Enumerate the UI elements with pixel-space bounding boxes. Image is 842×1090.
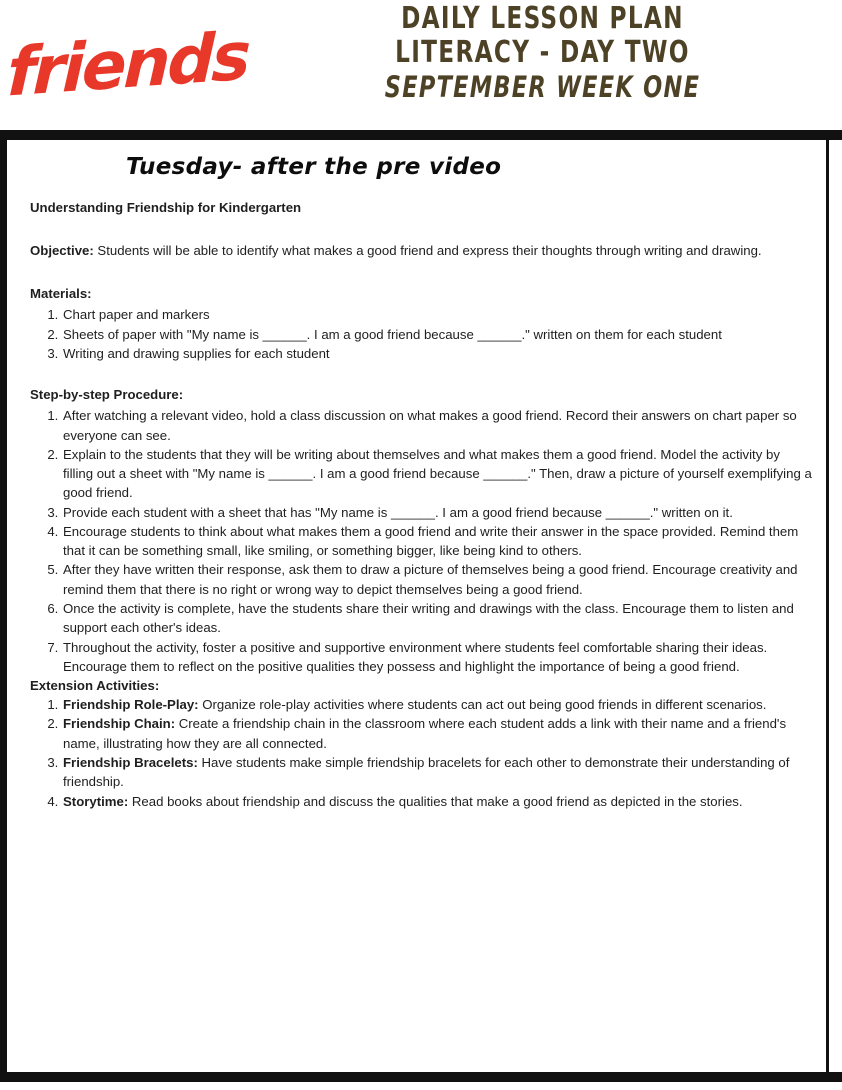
list-item bbox=[62, 695, 812, 714]
procedure-text: Throughout the activity, foster a positive and supportive environment where students feel comfortable sharing their ideas. Encourage them to reflect on the positive qualities they possess and highlight the importance of being a good friend. bbox=[63, 639, 768, 674]
subject-line: Understanding Friendship for Kindergarten bbox=[30, 200, 302, 215]
extension-text: Read books about friendship and discuss the qualities that make a good friend as depicted in the stories. bbox=[128, 793, 743, 809]
list-item bbox=[62, 522, 812, 561]
list-item bbox=[62, 638, 812, 677]
procedure-text: Once the activity is complete, have the students share their writing and drawings with the class. Encourage them to listen and support each other's ideas. bbox=[63, 601, 794, 636]
materials-heading: Materials: bbox=[30, 286, 92, 302]
list-item bbox=[62, 325, 812, 344]
extension-text: Organize role-play activities where students can act out being good friends in different scenarios. bbox=[198, 697, 767, 713]
list-item bbox=[62, 792, 812, 811]
procedure-text: After watching a relevant video, hold a class discussion on what makes a good friend. Record their answers on chart paper so everyone can see. bbox=[63, 408, 797, 443]
list-item bbox=[62, 599, 812, 638]
title-daily-lesson-plan: DAILY LESSON PLAN bbox=[401, 1, 684, 36]
list-item bbox=[62, 305, 812, 324]
material-text: Chart paper and markers bbox=[63, 307, 210, 323]
procedure-list bbox=[30, 406, 812, 676]
extension-heading: Extension Activities: bbox=[30, 678, 160, 694]
friends-logo-text: friends bbox=[6, 17, 250, 112]
objective-label: Objective: bbox=[30, 243, 94, 259]
friends-logo bbox=[8, 6, 248, 124]
procedure-heading: Step-by-step Procedure: bbox=[30, 387, 184, 403]
extension-label: Storytime: bbox=[63, 793, 129, 809]
section-spacer bbox=[30, 363, 812, 385]
list-item bbox=[62, 714, 812, 753]
frame-top-bar bbox=[0, 130, 842, 140]
title-month-week: SEPTEMBER WEEK ONE bbox=[384, 69, 701, 104]
lesson-content bbox=[30, 180, 812, 811]
procedure-text: Provide each student with a sheet that has "My name is ______. I am a good friend because ______." written on it. bbox=[63, 504, 733, 520]
objective-text: Students will be able to identify what makes a good friend and express their thoughts through writing and drawing. bbox=[93, 243, 762, 259]
list-item bbox=[62, 753, 812, 792]
extension-label: Friendship Bracelets: bbox=[63, 755, 198, 771]
procedure-text: Explain to the students that they will be writing about themselves and what makes them a good friend. Model the activity by filling out a sheet with "My name is ______. I am a good friend because ______." Then, draw a picture of yourself exemplifying a good friend. bbox=[63, 446, 812, 501]
objective-paragraph bbox=[30, 241, 812, 260]
page-header bbox=[0, 0, 842, 130]
procedure-text: After they have written their response, ask them to draw a picture of themselves being a good friend. Encourage creativity and remind them that there is no right or wrong way to depict themselves being a good friend. bbox=[63, 562, 798, 597]
document-body bbox=[12, 140, 826, 1075]
extension-list bbox=[30, 695, 812, 811]
list-item bbox=[62, 503, 812, 522]
list-item bbox=[62, 560, 812, 599]
extension-text: Have students make simple friendship bracelets for each other to demonstrate their understanding of friendship. bbox=[63, 755, 790, 790]
material-text: Writing and drawing supplies for each student bbox=[63, 345, 330, 361]
list-item bbox=[62, 445, 812, 503]
extension-label: Friendship Chain: bbox=[63, 716, 176, 732]
list-item bbox=[62, 406, 812, 445]
day-heading: Tuesday- after the pre video bbox=[126, 154, 502, 180]
material-text: Sheets of paper with "My name is ______. I am a good friend because ______." written on them for each student bbox=[63, 326, 722, 342]
procedure-text: Encourage students to think about what makes them a good friend and write their answer in the space provided. Remind them that it can be something small, like smiling, or something bigger, like being kind to others. bbox=[63, 523, 799, 559]
list-item bbox=[62, 344, 812, 363]
materials-list bbox=[30, 305, 812, 363]
extension-label: Friendship Role-Play: bbox=[63, 697, 199, 713]
title-literacy-day: LITERACY - DAY TWO bbox=[395, 35, 690, 71]
header-title-block bbox=[250, 0, 835, 103]
extension-text: Create a friendship chain in the classroom where each student adds a link with their name and a friend's name, illustrating how they are all connected. bbox=[63, 716, 787, 751]
